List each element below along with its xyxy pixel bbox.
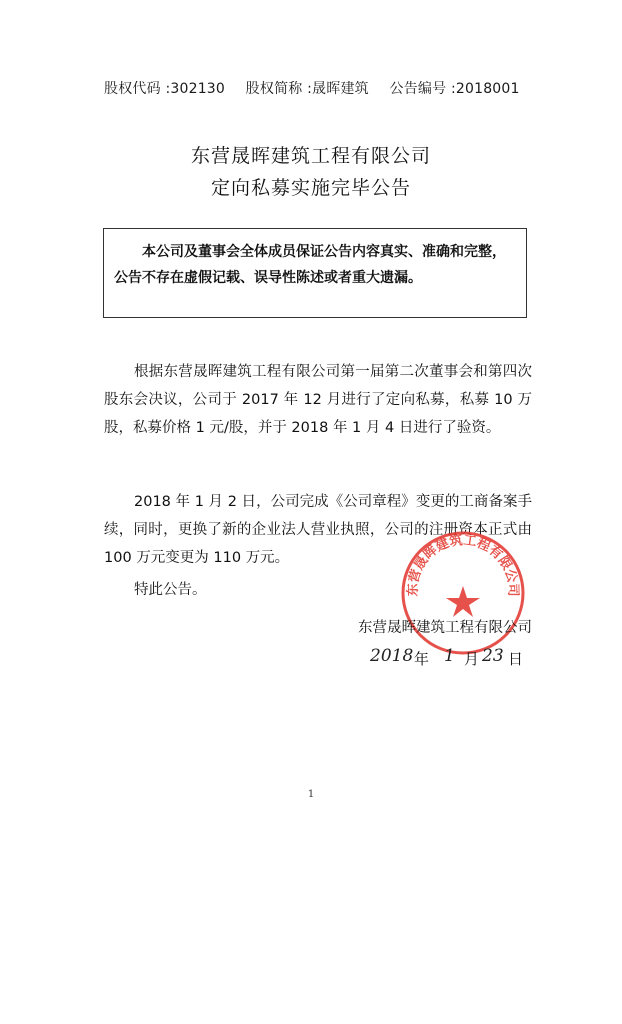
stock-code: 股权代码 :302130 xyxy=(104,81,226,97)
svg-text:东营晟晖建筑工程有限公司: 东营晟晖建筑工程有限公司 xyxy=(405,533,521,597)
stock-info-header xyxy=(104,78,534,98)
body-paragraph-1: 根据东营晟晖建筑工程有限公司第一届第二次董事会和第四次股东会决议，公司于 2017 年 12 月进行了定向私募，私募 10 万股，私募价格 1 元/股，并于 2018 年 1 月 4 日进行了验资。 xyxy=(104,364,532,436)
handwritten-year: 2018 xyxy=(370,646,414,666)
year-char: 年 xyxy=(414,650,430,668)
month-char: 月 xyxy=(464,650,480,668)
signature-date xyxy=(368,646,528,676)
disclaimer-text: 本公司及董事会全体成员保证公告内容真实、准确和完整，公告不存在虚假记载、误导性陈述或者重大遗漏。 xyxy=(114,244,506,286)
disclaimer-box xyxy=(103,228,527,318)
day-char: 日 xyxy=(508,650,524,668)
body-paragraph-2: 2018 年 1 月 2 日，公司完成《公司章程》变更的工商备案手续，同时，更换了新的企业法人营业执照，公司的注册资本正式由 100 万元变更为 110 万元。 xyxy=(104,494,532,566)
page-number: 1 xyxy=(307,789,315,800)
stock-name: 股权简称 :晟晖建筑 xyxy=(245,81,369,97)
company-title: 东营晟晖建筑工程有限公司 xyxy=(190,145,431,167)
handwritten-month: 1 xyxy=(444,646,455,666)
handwritten-day: 23 xyxy=(482,646,504,666)
notice-title: 定向私募实施完毕公告 xyxy=(210,177,411,199)
closing-paragraph: 特此公告。 xyxy=(134,582,207,598)
signature-company: 东营晟晖建筑工程有限公司 xyxy=(358,620,532,636)
company-seal xyxy=(398,528,528,658)
notice-number: 公告编号 :2018001 xyxy=(389,81,520,97)
